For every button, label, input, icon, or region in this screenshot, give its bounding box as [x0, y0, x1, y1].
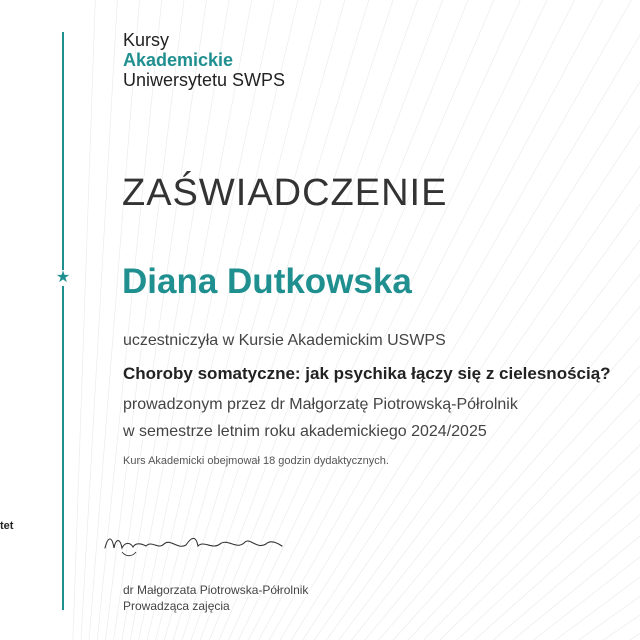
star-icon: ★: [55, 269, 71, 286]
certificate-title: ZAŚWIADCZENIE: [122, 172, 448, 214]
logo-line-3: Uniwersytetu SWPS: [123, 70, 286, 90]
led-by-text: prowadzonym przez dr Małgorzatę Piotrowską-Półrolnik: [123, 396, 518, 413]
decorative-vertical-line: [62, 32, 64, 610]
signatory-role: Prowadząca zajęcia: [123, 599, 230, 613]
participation-text: uczestniczyła w Kursie Akademickim USWPS: [123, 332, 446, 349]
signatory-name: dr Małgorzata Piotrowska-Półrolnik: [123, 583, 309, 597]
semester-text: w semestrze letnim roku akademickiego 2024/2025: [123, 423, 487, 440]
handwritten-signature: [100, 530, 285, 560]
left-edge-text: tet: [0, 520, 14, 532]
logo-line-1: Kursy: [123, 30, 170, 50]
hours-note: Kurs Akademicki obejmował 18 godzin dydaktycznych.: [123, 455, 389, 467]
course-title: Choroby somatyczne: jak psychika łączy się z cielesnością?: [123, 364, 611, 383]
logo-line-2: Akademickie: [123, 50, 234, 70]
recipient-name: Diana Dutkowska: [122, 262, 412, 301]
logo: [123, 30, 285, 90]
